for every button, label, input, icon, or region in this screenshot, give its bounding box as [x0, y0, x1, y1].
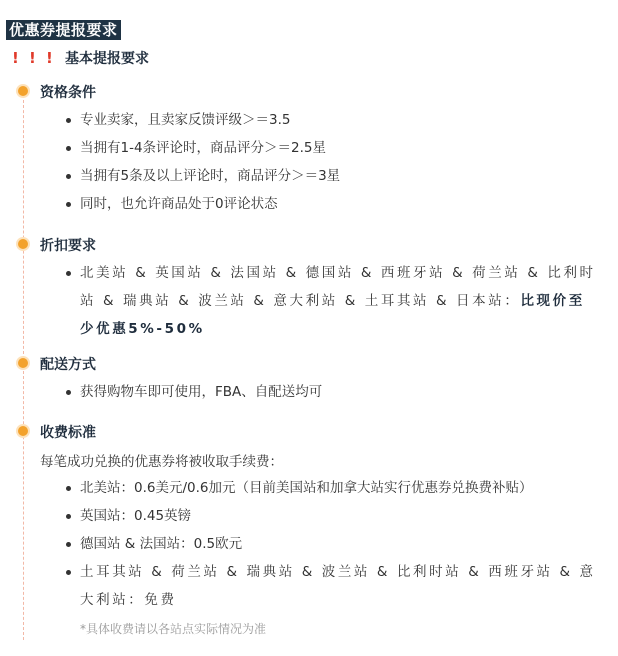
section-title: 配送方式	[40, 357, 96, 373]
bullet-list	[0, 474, 600, 614]
list-item: 当拥有5条及以上评论时，商品评分＞＝3星	[0, 162, 600, 190]
page-title: 优惠券提报要求	[6, 20, 121, 40]
list-item: 德国站 & 法国站：0.5欧元	[0, 530, 600, 558]
discount-sites: 北美站 & 英国站 & 法国站 & 德国站 & 西班牙站 & 荷兰站 & 比利时站 & 瑞典站 & 波兰站 & 意大利站 & 土耳其站 & 日本站：	[80, 265, 596, 309]
discount-emphasis: 比现价至少优惠5%-50%	[80, 293, 585, 337]
exclamation-icon: !	[46, 49, 53, 67]
alert-heading	[12, 47, 149, 69]
fees-intro: 每笔成功兑换的优惠券将被收取手续费：	[40, 454, 283, 470]
list-item: 英国站：0.45英镑	[0, 502, 600, 530]
list-item: 获得购物车即可使用，FBA、自配送均可	[0, 378, 600, 406]
timeline-dot-icon	[16, 84, 30, 98]
section-title: 折扣要求	[40, 238, 96, 254]
bullet-list	[0, 106, 600, 218]
alert-text: 基本提报要求	[65, 51, 149, 67]
footnote: *具体收费请以各站点实际情况为准	[80, 622, 267, 636]
list-item: 同时，也允许商品处于0评论状态	[0, 190, 600, 218]
section-title: 资格条件	[40, 85, 96, 101]
bullet-list	[0, 259, 600, 343]
list-item: 北美站：0.6美元/0.6加元（目前美国站和加拿大站实行优惠券兑换费补贴）	[0, 474, 600, 502]
bullet-list	[0, 378, 600, 406]
list-item: 土耳其站 & 荷兰站 & 瑞典站 & 波兰站 & 比利时站 & 西班牙站 & 意大利站：免费	[0, 558, 600, 614]
list-item: 当拥有1-4条评论时，商品评分＞＝2.5星	[0, 134, 600, 162]
timeline-dot-icon	[16, 356, 30, 370]
timeline-dot-icon	[16, 237, 30, 251]
list-item: 专业卖家，且卖家反馈评级＞＝3.5	[0, 106, 600, 134]
timeline-dot-icon	[16, 424, 30, 438]
exclamation-icon: !	[29, 49, 36, 67]
exclamation-icon: !	[12, 49, 19, 67]
section-title: 收费标准	[40, 425, 96, 441]
list-item	[0, 259, 600, 343]
